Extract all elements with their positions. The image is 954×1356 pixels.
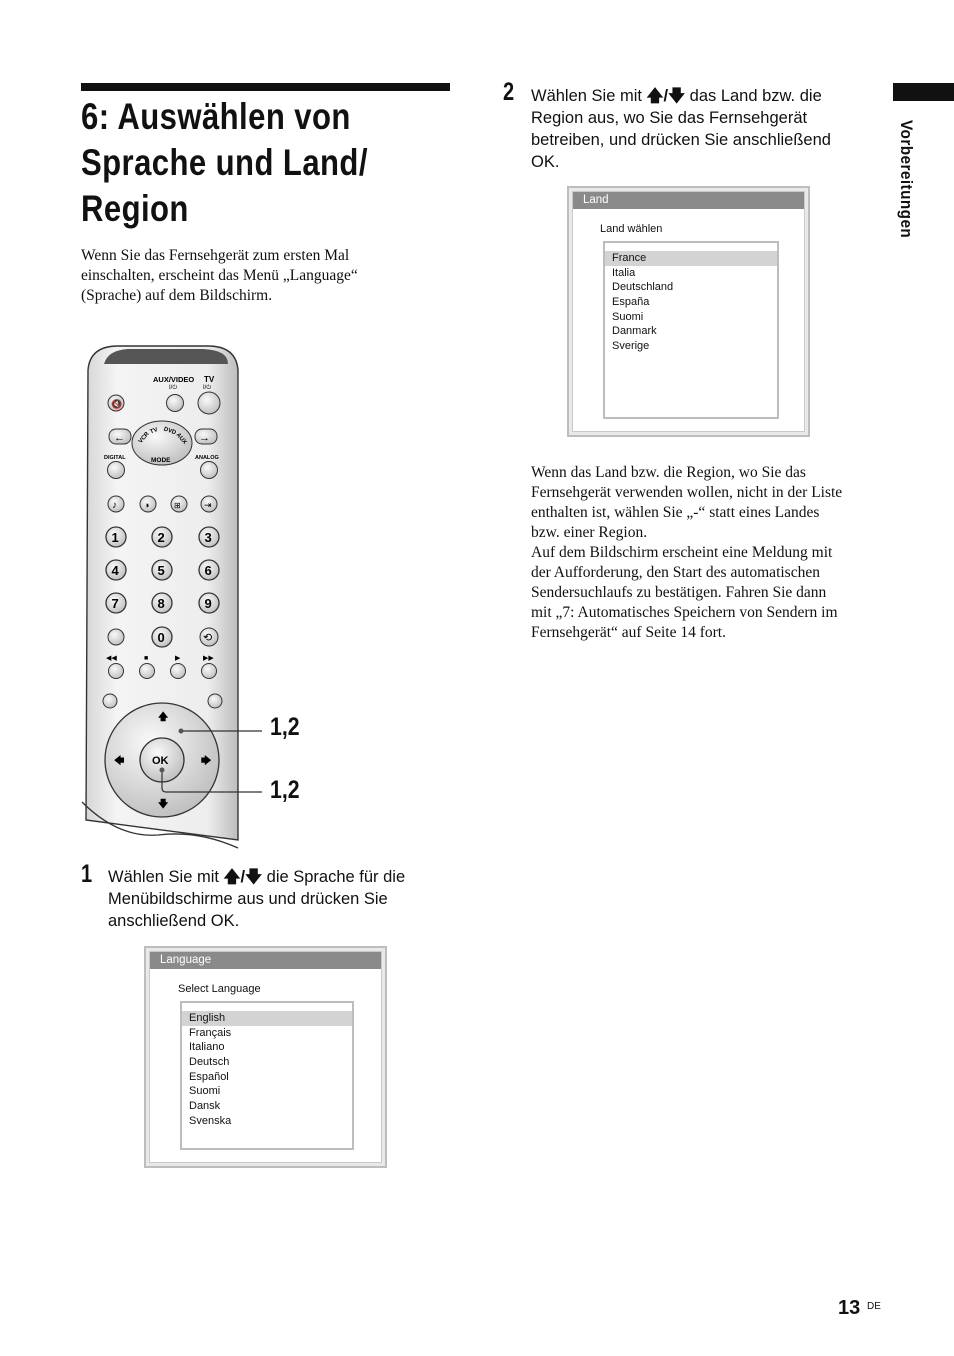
remote-illustration [78, 340, 318, 850]
digit-label: 7 [111, 596, 119, 611]
step-2-line: Region aus, wo Sie das Fernsehgerät [531, 109, 808, 127]
digit-label: 2 [157, 530, 165, 545]
mode-label: MODE [151, 457, 171, 464]
step-2-line-start: Wählen Sie mit [531, 87, 647, 105]
menu-button[interactable] [103, 694, 117, 708]
note-icon: ♪ [112, 500, 117, 511]
step-2-line [531, 85, 876, 107]
digit-label: 3 [204, 530, 212, 545]
page-language: DE [867, 1301, 881, 1312]
menu-panel [572, 191, 805, 432]
arrow-left-icon: 🡄 [114, 756, 125, 767]
menu-option[interactable]: Suomi [612, 310, 644, 323]
step-2-number: 2 [503, 78, 515, 106]
digit-label: 5 [157, 563, 165, 578]
digit-label: 6 [204, 563, 212, 578]
note-line: mit „7: Automatisches Speichern von Sendern im [531, 604, 838, 621]
auxvideo-power-button[interactable] [167, 395, 184, 412]
step-1-line-tail: die Sprache für die [262, 868, 406, 886]
digital-label: DIGITAL [104, 455, 126, 461]
section-tab-bar [893, 83, 954, 101]
rewind-icon: ◀◀ [106, 655, 117, 662]
digit-label: 9 [204, 596, 212, 611]
step-1-number: 1 [81, 860, 93, 888]
note-line: Fernsehgerät verwenden wollen, nicht in der Liste [531, 484, 843, 501]
intro-line: (Sprache) auf dem Bildschirm. [81, 287, 273, 304]
mode-aux-label: AUX [174, 432, 188, 446]
arrow-up-icon: 🡅 [158, 712, 169, 723]
menu-subtitle: Select Language [178, 983, 261, 995]
screen-icon: ⊞ [174, 501, 181, 510]
language-list[interactable] [180, 1001, 354, 1150]
title-line: Sprache und Land/ [81, 142, 368, 183]
menu-option[interactable]: Dansk [189, 1100, 221, 1113]
mode-vcr-label: VCR [137, 431, 151, 445]
tv-label: TV [204, 375, 215, 384]
menu-option[interactable]: Sverige [612, 340, 650, 353]
analog-label: ANALOG [195, 455, 219, 461]
digit-label: 0 [157, 630, 165, 645]
step-1-text [108, 866, 448, 932]
jump-icon: ⟲ [203, 632, 213, 644]
step-1-line: Menübildschirme aus und drücken Sie [108, 890, 388, 908]
arrow-right-icon: → [199, 432, 210, 444]
note-line: Wenn das Land bzw. die Region, wo Sie das [531, 464, 806, 481]
step-2-line-tail: das Land bzw. die [685, 87, 822, 105]
menu-panel [149, 951, 382, 1163]
note-line: enthalten ist, wählen Sie „-“ statt eines Landes [531, 504, 820, 521]
menu-option[interactable]: Suomi [189, 1085, 221, 1098]
step-2-text [531, 85, 876, 173]
arrow-right-icon: 🡆 [201, 756, 212, 767]
stop-icon: ■ [144, 655, 149, 662]
land-list[interactable] [603, 241, 779, 419]
rewind-button[interactable] [109, 664, 124, 679]
callout-label: 1,2 [270, 713, 300, 741]
power-label: I/⏻ [169, 385, 178, 391]
intro-paragraph [81, 246, 411, 306]
intro-line: einschalten, erscheint das Menü „Language“ [81, 267, 358, 284]
menu-option[interactable]: France [605, 251, 777, 266]
menu-option[interactable]: English [182, 1011, 352, 1026]
step-1-line [108, 866, 448, 888]
forward-icon: ▶▶ [203, 655, 214, 662]
arrow-left-icon: ← [114, 432, 125, 444]
menu-subtitle: Land wählen [600, 223, 663, 235]
callout-dot [179, 729, 184, 734]
step-1-line: anschließend OK. [108, 912, 240, 930]
page-number: 13 [838, 1297, 861, 1319]
step-2-note [531, 463, 876, 643]
menu-option[interactable]: España [612, 296, 650, 309]
forward-button[interactable] [202, 664, 217, 679]
play-button[interactable] [171, 664, 186, 679]
language-menu [144, 946, 387, 1168]
note-line: der Aufforderung, den Start des automatischen [531, 564, 820, 581]
step-1-line-start: Wählen Sie mit [108, 868, 224, 886]
step-2-line: OK. [531, 153, 560, 171]
menu-header: Land [573, 192, 804, 209]
menu-option[interactable]: Svenska [189, 1114, 232, 1127]
menu-option[interactable]: Deutschland [612, 281, 674, 294]
menu-option[interactable]: Deutsch [189, 1056, 230, 1069]
input-icon: ⇥ [204, 500, 212, 510]
step-2-line: betreiben, und drücken Sie anschließend [531, 131, 831, 149]
up-down-arrows-icon: 🡅/🡇 [223, 868, 263, 886]
menu-option[interactable]: Danmark [612, 325, 657, 338]
menu-option[interactable]: Italia [612, 266, 636, 279]
page-title [81, 94, 400, 232]
land-menu [567, 186, 810, 437]
stop-button[interactable] [140, 664, 155, 679]
menu-option[interactable]: Italiano [189, 1041, 225, 1054]
note-line: Sendersuchlaufs zu bestätigen. Fahren Sie dann [531, 584, 827, 601]
title-line: 6: Auswählen von [81, 96, 351, 137]
mute-icon: 🔇 [111, 399, 123, 409]
picture-icon: ◑ [144, 500, 150, 510]
digital-button[interactable] [108, 462, 125, 479]
tv-power-button[interactable] [198, 392, 220, 414]
title-line: Region [81, 188, 189, 229]
callout-dot [160, 768, 165, 773]
section-label: Vorbereitungen [897, 120, 916, 239]
analog-button[interactable] [201, 462, 218, 479]
mode-tv-label: TV [149, 427, 159, 436]
menu-header: Language [150, 952, 381, 969]
mode-dvd-label: DVD [162, 426, 177, 437]
power-label: I/⏻ [203, 385, 212, 391]
digit-label: 4 [111, 563, 119, 578]
digit-label: 8 [157, 596, 165, 611]
up-down-arrows-icon: 🡅/🡇 [646, 87, 686, 105]
digit-label: 1 [111, 530, 119, 545]
intro-line: Wenn Sie das Fernsehgerät zum ersten Mal [81, 247, 350, 264]
menu-option[interactable]: Español [189, 1070, 229, 1083]
note-line: Fernsehgerät“ auf Seite 14 fort. [531, 624, 726, 641]
callout-label: 1,2 [270, 776, 300, 804]
tools-button[interactable] [208, 694, 222, 708]
note-line: Auf dem Bildschirm erscheint eine Meldung mit [531, 544, 833, 561]
arrow-down-icon: 🡇 [158, 799, 169, 810]
title-rule [81, 83, 450, 91]
menu-option[interactable]: Français [189, 1026, 232, 1039]
teletext-button[interactable] [108, 629, 124, 645]
auxvideo-label: AUX/VIDEO [153, 375, 195, 384]
play-icon: ▶ [175, 655, 181, 662]
note-line: bzw. einer Region. [531, 524, 648, 541]
ok-label: OK [152, 755, 169, 767]
